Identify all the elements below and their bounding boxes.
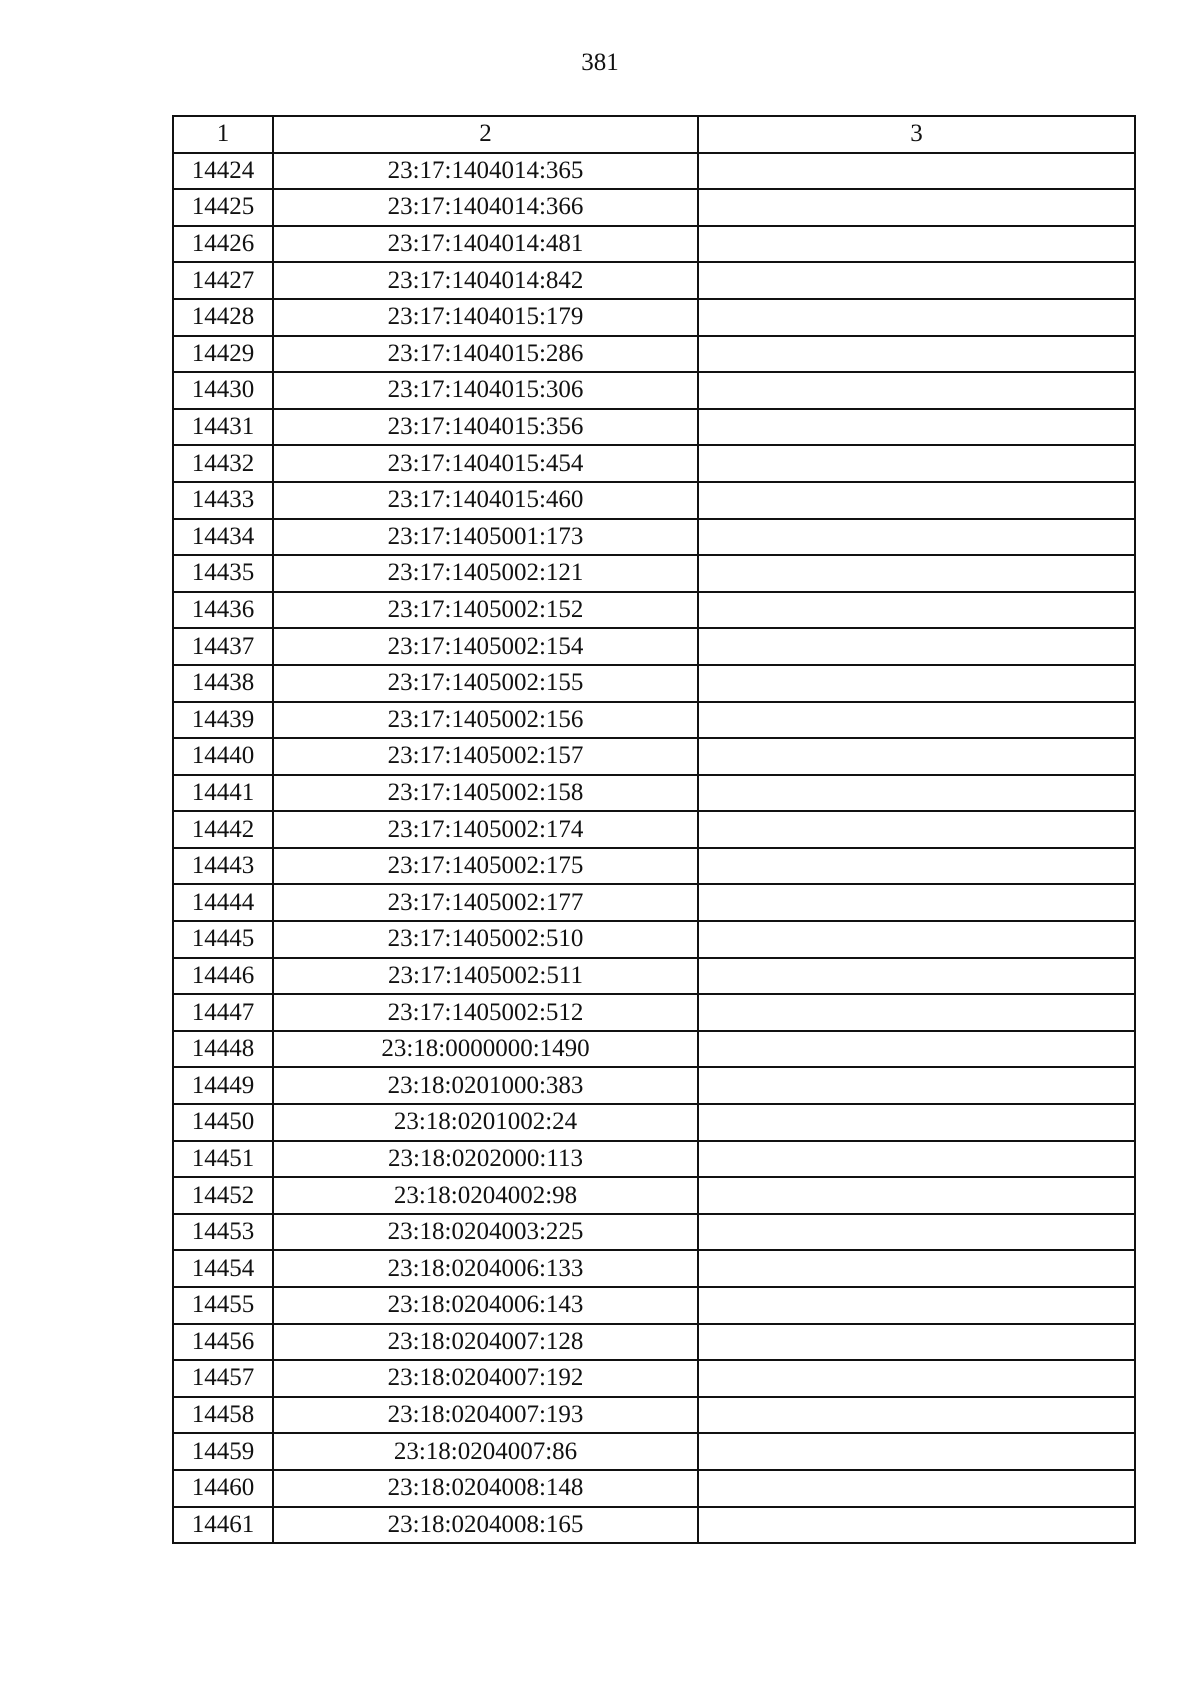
cadastral-number-cell: 23:17:1405001:173 [273, 519, 698, 556]
cadastral-number-cell: 23:17:1405002:511 [273, 958, 698, 995]
table-row [173, 1214, 1135, 1251]
cadastral-number-cell: 23:18:0204007:193 [273, 1397, 698, 1434]
table-row [173, 1360, 1135, 1397]
table-row [173, 299, 1135, 336]
row-number-cell: 14461 [173, 1507, 273, 1544]
notes-cell [698, 958, 1135, 995]
row-number-cell: 14431 [173, 409, 273, 446]
table-body [173, 153, 1135, 1544]
column-header-2: 2 [273, 116, 698, 153]
cadastral-number-cell: 23:18:0201000:383 [273, 1067, 698, 1104]
row-number-cell: 14453 [173, 1214, 273, 1251]
notes-cell [698, 1104, 1135, 1141]
table-row [173, 482, 1135, 519]
table-row [173, 1141, 1135, 1178]
table-row [173, 958, 1135, 995]
row-number-cell: 14432 [173, 445, 273, 482]
notes-cell [698, 299, 1135, 336]
cadastral-number-cell: 23:18:0204006:143 [273, 1287, 698, 1324]
row-number-cell: 14451 [173, 1141, 273, 1178]
notes-cell [698, 1177, 1135, 1214]
row-number-cell: 14459 [173, 1433, 273, 1470]
notes-cell [698, 1141, 1135, 1178]
cadastral-number-cell: 23:17:1405002:152 [273, 592, 698, 629]
row-number-cell: 14447 [173, 994, 273, 1031]
page-number: 381 [581, 49, 619, 76]
row-number-cell: 14430 [173, 372, 273, 409]
notes-cell [698, 1433, 1135, 1470]
cadastral-number-cell: 23:18:0204006:133 [273, 1250, 698, 1287]
column-header-3: 3 [698, 116, 1135, 153]
notes-cell [698, 994, 1135, 1031]
cadastral-number-cell: 23:17:1405002:512 [273, 994, 698, 1031]
notes-cell [698, 1067, 1135, 1104]
row-number-cell: 14425 [173, 189, 273, 226]
row-number-cell: 14424 [173, 153, 273, 190]
notes-cell [698, 592, 1135, 629]
row-number-cell: 14448 [173, 1031, 273, 1068]
cadastral-number-cell: 23:18:0202000:113 [273, 1141, 698, 1178]
row-number-cell: 14439 [173, 702, 273, 739]
table-row [173, 1250, 1135, 1287]
cadastral-number-cell: 23:18:0204007:192 [273, 1360, 698, 1397]
notes-cell [698, 519, 1135, 556]
notes-cell [698, 775, 1135, 812]
table-row [173, 628, 1135, 665]
row-number-cell: 14426 [173, 226, 273, 263]
table-row [173, 775, 1135, 812]
table-row [173, 1433, 1135, 1470]
header-row [173, 116, 1135, 153]
notes-cell [698, 336, 1135, 373]
notes-cell [698, 811, 1135, 848]
notes-cell [698, 189, 1135, 226]
table-row [173, 445, 1135, 482]
table-row [173, 336, 1135, 373]
notes-cell [698, 848, 1135, 885]
cadastral-number-cell: 23:17:1405002:158 [273, 775, 698, 812]
row-number-cell: 14458 [173, 1397, 273, 1434]
table-row [173, 409, 1135, 446]
notes-cell [698, 702, 1135, 739]
cadastral-number-cell: 23:18:0204002:98 [273, 1177, 698, 1214]
notes-cell [698, 1397, 1135, 1434]
cadastral-number-cell: 23:17:1405002:156 [273, 702, 698, 739]
cadastral-number-cell: 23:17:1405002:121 [273, 555, 698, 592]
row-number-cell: 14429 [173, 336, 273, 373]
notes-cell [698, 409, 1135, 446]
notes-cell [698, 1250, 1135, 1287]
cadastral-number-cell: 23:17:1405002:154 [273, 628, 698, 665]
cadastral-number-cell: 23:17:1404015:356 [273, 409, 698, 446]
cadastral-number-cell: 23:17:1404015:306 [273, 372, 698, 409]
row-number-cell: 14428 [173, 299, 273, 336]
table-row [173, 848, 1135, 885]
notes-cell [698, 884, 1135, 921]
notes-cell [698, 1214, 1135, 1251]
notes-cell [698, 153, 1135, 190]
cadastral-number-cell: 23:17:1404015:460 [273, 482, 698, 519]
cadastral-number-cell: 23:18:0201002:24 [273, 1104, 698, 1141]
cadastral-number-cell: 23:18:0204008:148 [273, 1470, 698, 1507]
column-header-1: 1 [173, 116, 273, 153]
row-number-cell: 14427 [173, 262, 273, 299]
row-number-cell: 14460 [173, 1470, 273, 1507]
cadastral-number-cell: 23:17:1405002:177 [273, 884, 698, 921]
notes-cell [698, 665, 1135, 702]
cadastral-number-cell: 23:17:1405002:155 [273, 665, 698, 702]
row-number-cell: 14435 [173, 555, 273, 592]
table-row [173, 921, 1135, 958]
row-number-cell: 14446 [173, 958, 273, 995]
table-row [173, 1104, 1135, 1141]
row-number-cell: 14455 [173, 1287, 273, 1324]
row-number-cell: 14438 [173, 665, 273, 702]
notes-cell [698, 628, 1135, 665]
table-row [173, 1324, 1135, 1361]
table-row [173, 189, 1135, 226]
cadastral-number-cell: 23:17:1404015:454 [273, 445, 698, 482]
table-row [173, 1507, 1135, 1544]
table-row [173, 1397, 1135, 1434]
cadastral-number-cell: 23:17:1404014:481 [273, 226, 698, 263]
cadastral-number-cell: 23:18:0204007:86 [273, 1433, 698, 1470]
notes-cell [698, 738, 1135, 775]
table-row [173, 738, 1135, 775]
table-row [173, 1470, 1135, 1507]
cadastral-number-cell: 23:17:1404015:286 [273, 336, 698, 373]
cadastral-number-cell: 23:17:1404014:842 [273, 262, 698, 299]
row-number-cell: 14452 [173, 1177, 273, 1214]
notes-cell [698, 1470, 1135, 1507]
row-number-cell: 14449 [173, 1067, 273, 1104]
row-number-cell: 14450 [173, 1104, 273, 1141]
table-row [173, 372, 1135, 409]
row-number-cell: 14443 [173, 848, 273, 885]
row-number-cell: 14433 [173, 482, 273, 519]
table-row [173, 702, 1135, 739]
cadastral-number-cell: 23:17:1404015:179 [273, 299, 698, 336]
table-row [173, 262, 1135, 299]
table-row [173, 519, 1135, 556]
cadastral-number-cell: 23:17:1405002:174 [273, 811, 698, 848]
notes-cell [698, 1360, 1135, 1397]
notes-cell [698, 1507, 1135, 1544]
row-number-cell: 14456 [173, 1324, 273, 1361]
notes-cell [698, 262, 1135, 299]
table-row [173, 1067, 1135, 1104]
table-row [173, 665, 1135, 702]
cadastral-number-cell: 23:18:0204008:165 [273, 1507, 698, 1544]
cadastral-number-cell: 23:17:1405002:175 [273, 848, 698, 885]
table-row [173, 153, 1135, 190]
notes-cell [698, 226, 1135, 263]
row-number-cell: 14444 [173, 884, 273, 921]
notes-cell [698, 1031, 1135, 1068]
row-number-cell: 14440 [173, 738, 273, 775]
table-row [173, 555, 1135, 592]
row-number-cell: 14457 [173, 1360, 273, 1397]
notes-cell [698, 372, 1135, 409]
row-number-cell: 14436 [173, 592, 273, 629]
notes-cell [698, 555, 1135, 592]
notes-cell [698, 482, 1135, 519]
row-number-cell: 14437 [173, 628, 273, 665]
table-row [173, 592, 1135, 629]
cadastral-number-cell: 23:18:0204007:128 [273, 1324, 698, 1361]
row-number-cell: 14434 [173, 519, 273, 556]
table-row [173, 1177, 1135, 1214]
notes-cell [698, 1324, 1135, 1361]
cadastral-number-cell: 23:18:0204003:225 [273, 1214, 698, 1251]
table-row [173, 226, 1135, 263]
notes-cell [698, 445, 1135, 482]
row-number-cell: 14441 [173, 775, 273, 812]
table-row [173, 994, 1135, 1031]
row-number-cell: 14442 [173, 811, 273, 848]
cadastral-number-cell: 23:17:1405002:510 [273, 921, 698, 958]
register-table [172, 115, 1136, 1544]
table-row [173, 1287, 1135, 1324]
row-number-cell: 14445 [173, 921, 273, 958]
notes-cell [698, 1287, 1135, 1324]
cadastral-number-cell: 23:17:1404014:365 [273, 153, 698, 190]
table-row [173, 884, 1135, 921]
notes-cell [698, 921, 1135, 958]
cadastral-number-cell: 23:17:1405002:157 [273, 738, 698, 775]
cadastral-number-cell: 23:17:1404014:366 [273, 189, 698, 226]
table-row [173, 1031, 1135, 1068]
cadastral-number-cell: 23:18:0000000:1490 [273, 1031, 698, 1068]
table-row [173, 811, 1135, 848]
row-number-cell: 14454 [173, 1250, 273, 1287]
